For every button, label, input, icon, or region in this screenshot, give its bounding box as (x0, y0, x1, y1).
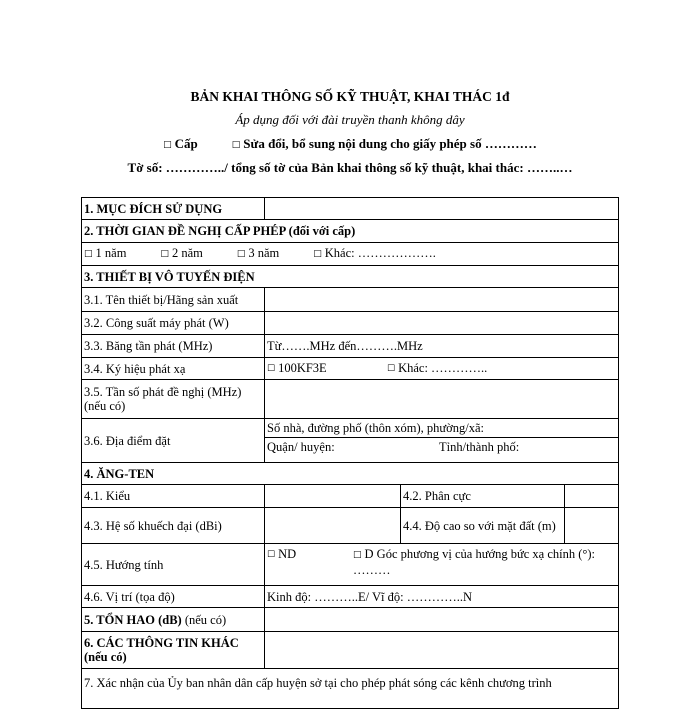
power-field[interactable] (265, 312, 619, 335)
checkbox-other-emission[interactable]: ☐ (387, 363, 396, 374)
row-5 (82, 608, 619, 632)
row-3-4 (82, 358, 619, 380)
row-3-3 (82, 335, 619, 358)
section-7-label: 7. Xác nhận của Ủy ban nhân dân cấp huyện sở tại cho phép phát sóng các kênh chương trình (82, 669, 619, 709)
option-sua-doi-label: Sửa đổi, bổ sung nội dung cho giấy phép số ………… (243, 136, 537, 151)
coordinates-field[interactable]: Kinh độ: ………..E/ Vĩ độ: …………..N (265, 586, 619, 608)
duration-options (82, 243, 619, 266)
option-100kf3e: 100KF3E (278, 360, 327, 375)
option-2-year: 2 năm (171, 246, 203, 260)
label-3-1: 3.1. Tên thiết bị/Hãng sản xuất (82, 288, 265, 312)
location-field[interactable] (265, 419, 619, 463)
antenna-type-field[interactable] (265, 485, 401, 508)
row-3-2 (82, 312, 619, 335)
label-4-1: 4.1. Kiểu (82, 485, 265, 508)
label-3-6: 3.6. Địa điểm đặt (82, 419, 265, 463)
row-purpose (82, 198, 619, 220)
location-district: Quận/ huyện: (267, 440, 335, 454)
device-name-field[interactable] (265, 288, 619, 312)
section-6-label: 6. CÁC THÔNG TIN KHÁC (nếu có) (82, 632, 265, 669)
label-3-3: 3.3. Băng tần phát (MHz) (82, 335, 265, 358)
row-7 (82, 669, 619, 709)
checkbox-other-duration[interactable]: □ (313, 249, 322, 259)
checkbox-nd[interactable]: ☐ (267, 550, 276, 560)
checkbox-d[interactable]: □ (353, 550, 362, 560)
option-3-year: 3 năm (248, 246, 280, 260)
form-title: BẢN KHAI THÔNG SỐ KỸ THUẬT, KHAI THÁC 1đ (190, 89, 510, 104)
request-type-line (0, 136, 700, 152)
height-field[interactable] (565, 508, 619, 544)
checkbox-cap[interactable]: □ (163, 140, 172, 150)
label-5 (82, 608, 265, 632)
polarization-field[interactable] (565, 485, 619, 508)
location-province: Tỉnh/thành phố: (439, 440, 520, 454)
checkbox-3-year[interactable]: □ (236, 249, 246, 259)
form-subtitle: Áp dụng đối với đài truyền thanh không dây (235, 112, 465, 127)
row-3-5 (82, 380, 619, 419)
row-3-1 (82, 288, 619, 312)
row-antenna-title (82, 463, 619, 485)
label-4-4: 4.4. Độ cao so với mặt đất (m) (401, 508, 565, 544)
label-4-2: 4.2. Phân cực (401, 485, 565, 508)
sheet-number-line: Tờ số: …………../ tổng số tờ của Bản khai thông số kỹ thuật, khai thác: ……..… (127, 160, 573, 175)
checkbox-2-year[interactable]: □ (160, 249, 169, 259)
option-other-duration: Khác: ………………. (324, 246, 436, 260)
label-3-5: 3.5. Tần số phát đề nghị (MHz) (nếu có) (82, 380, 265, 419)
option-d: D Góc phương vị của hướng bức xạ chính (°): ……… (353, 547, 596, 577)
row-4-6 (82, 586, 619, 608)
label-4-6: 4.6. Vị trí (tọa độ) (82, 586, 265, 608)
loss-field[interactable] (265, 608, 619, 632)
label-4-5: 4.5. Hướng tính (82, 544, 265, 586)
proposed-frequency-field[interactable] (265, 380, 619, 419)
section-5-suffix: (nếu có) (184, 612, 227, 627)
other-info-field[interactable] (265, 632, 619, 669)
row-3-6 (82, 419, 619, 463)
checkbox-sua-doi[interactable]: □ (231, 140, 241, 150)
checkbox-1-year[interactable]: □ (84, 249, 93, 259)
row-4-1 (82, 485, 619, 508)
location-address-line: Số nhà, đường phố (thôn xóm), phường/xã: (265, 419, 618, 438)
row-duration-options (82, 243, 619, 266)
label-4-3: 4.3. Hệ số khuếch đại (dBi) (82, 508, 265, 544)
row-equipment-title (82, 266, 619, 288)
option-other-emission: Khác: ………….. (398, 360, 488, 375)
declaration-table (81, 197, 619, 709)
gain-field[interactable] (265, 508, 401, 544)
label-3-2: 3.2. Công suất máy phát (W) (82, 312, 265, 335)
section-3-label: 3. THIẾT BỊ VÔ TUYẾN ĐIỆN (82, 266, 619, 288)
section-4-label: 4. ĂNG-TEN (82, 463, 619, 485)
row-4-5 (82, 544, 619, 586)
directivity-options (265, 544, 619, 586)
checkbox-100kf3e[interactable]: ☐ (267, 363, 276, 374)
option-nd: ND (278, 547, 297, 561)
section-5-label: 5. TỔN HAO (dB) (84, 612, 182, 627)
row-4-3 (82, 508, 619, 544)
frequency-band-field[interactable]: Từ…….MHz đến……….MHz (265, 335, 619, 358)
row-duration-title (82, 220, 619, 243)
row-6 (82, 632, 619, 669)
emission-options (265, 358, 619, 380)
option-cap-label: Cấp (174, 136, 198, 151)
purpose-field[interactable] (265, 198, 619, 220)
section-2-label: 2. THỜI GIAN ĐỀ NGHỊ CẤP PHÉP (đối với cấp) (82, 220, 619, 243)
label-3-4: 3.4. Ký hiệu phát xạ (82, 358, 265, 380)
section-1-label: 1. MỤC ĐÍCH SỬ DỤNG (82, 198, 265, 220)
option-1-year: 1 năm (95, 246, 127, 260)
